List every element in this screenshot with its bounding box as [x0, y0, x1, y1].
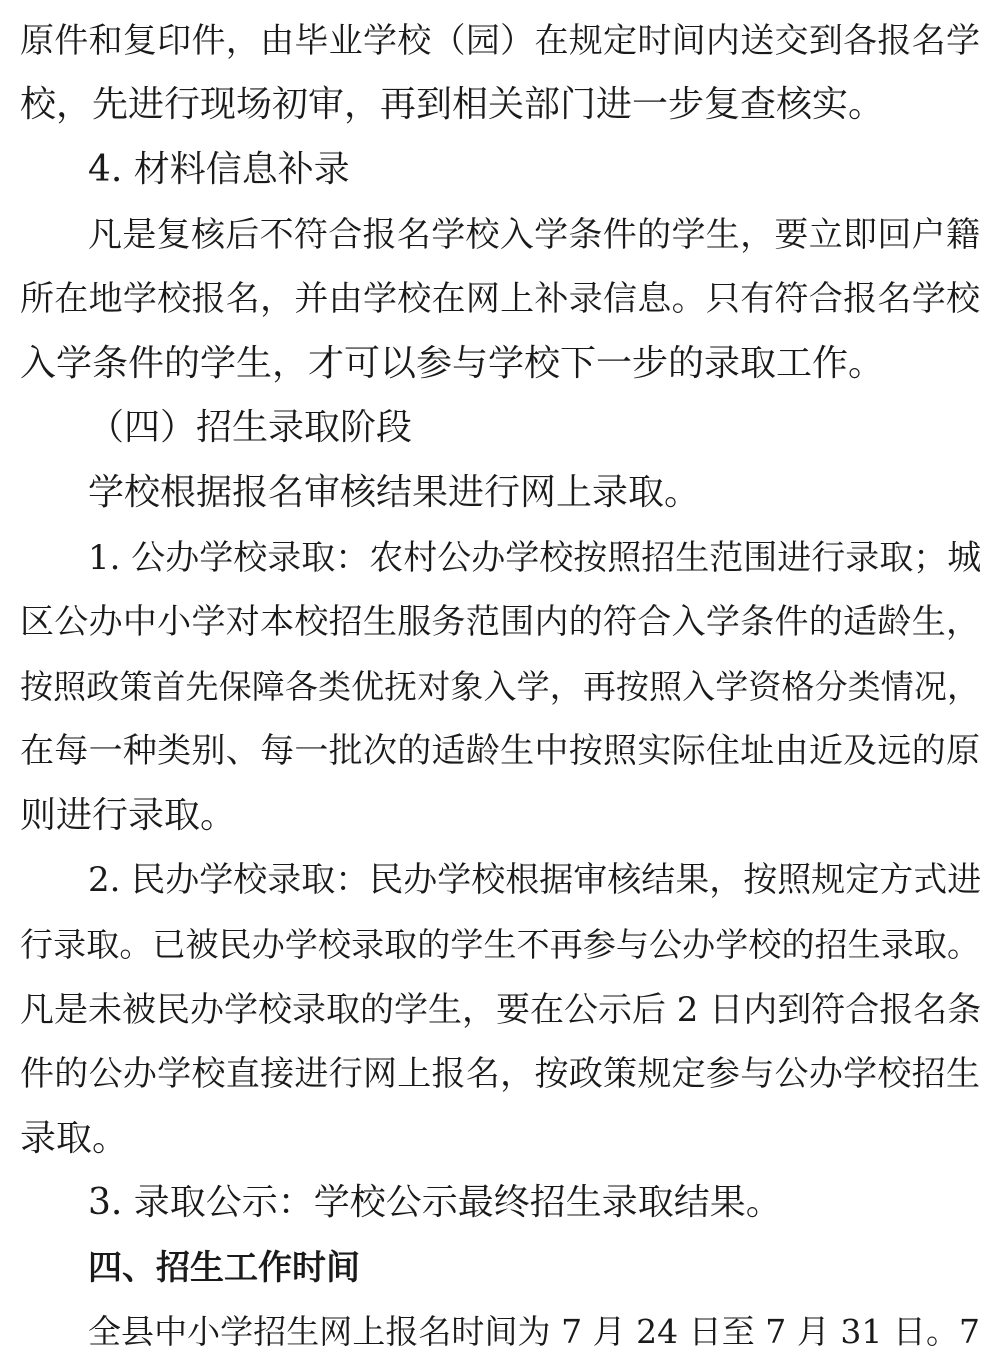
text-line: 校，先进行现场初审，再到相关部门进一步复查核实。 [20, 84, 885, 125]
text-line: 则进行录取。 [20, 795, 237, 836]
text-line: 按照政策首先保障各类优抚对象入学，再按照入学资格分类情况， [20, 667, 980, 706]
text-line: 凡是复核后不符合报名学校入学条件的学生，要立即回户籍 [88, 215, 980, 255]
text-line: 录取。 [20, 1118, 129, 1159]
section-subheading: 4. 材料信息补录 [88, 149, 350, 190]
text-line: 所在地学校报名，并由学校在网上补录信息。只有符合报名学校 [20, 279, 980, 319]
text-line: 行录取。已被民办学校录取的学生不再参与公办学校的招生录取。 [20, 925, 980, 964]
text-line: 凡是未被民办学校录取的学生，要在公示后 2 日内到符合报名条 [20, 990, 982, 1030]
text-line: 2. 民办学校录取：民办学校根据审核结果，按照规定方式进 [88, 860, 982, 900]
text-line: 入学条件的学生，才可以参与学校下一步的录取工作。 [20, 343, 885, 384]
text-line: 件的公办学校直接进行网上报名，按政策规定参与公办学校招生 [20, 1054, 980, 1094]
section-heading: 四、招生工作时间 [88, 1248, 360, 1288]
text-line: 全县中小学招生网上报名时间为 7 月 24 日至 7 月 31 日。7 [88, 1312, 980, 1351]
text-line: 区公办中小学对本校招生服务范围内的符合入学条件的适龄生， [20, 602, 980, 642]
text-line: 原件和复印件，由毕业学校（园）在规定时间内送交到各报名学 [20, 21, 980, 61]
text-line: 在每一种类别、每一批次的适龄生中按照实际住址由近及远的原 [20, 731, 980, 771]
text-line: 1. 公办学校录取：农村公办学校按照招生范围进行录取；城 [88, 538, 982, 578]
text-line: 学校根据报名审核结果进行网上录取。 [88, 472, 701, 513]
text-line: 3. 录取公示：学校公示最终招生录取结果。 [88, 1182, 782, 1223]
section-subheading: （四）招生录取阶段 [88, 407, 413, 448]
